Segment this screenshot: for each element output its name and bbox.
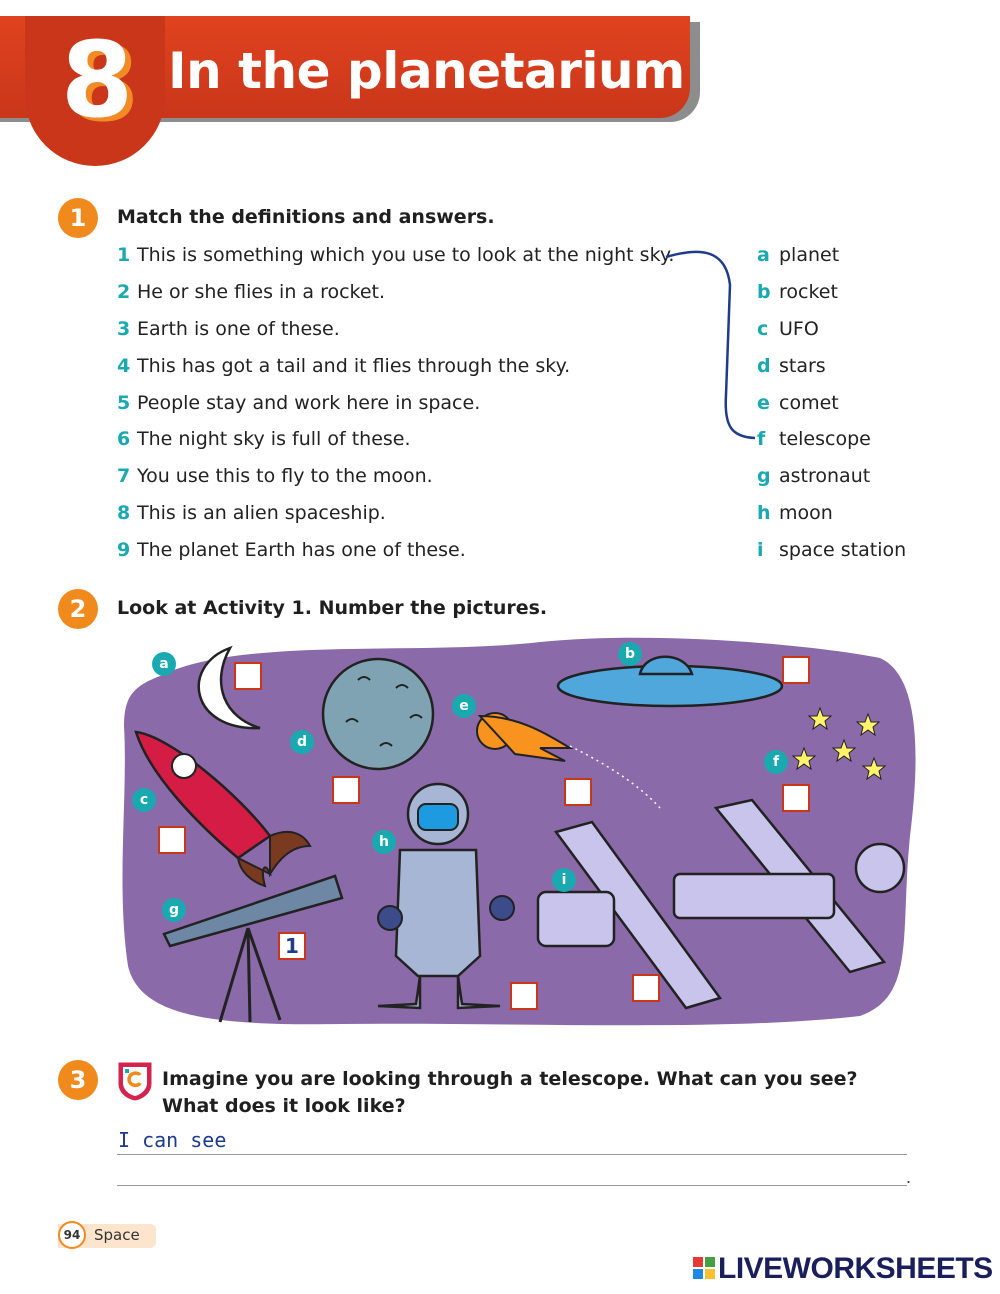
- planet-picture: [323, 659, 433, 769]
- definition-item: [117, 498, 386, 528]
- definition-text: You use this to fly to the moon.: [137, 465, 433, 487]
- definition-text: The planet Earth has one of these.: [137, 539, 466, 561]
- match-line: [660, 245, 760, 450]
- answer-box[interactable]: [510, 982, 538, 1010]
- answer-letter: h: [757, 502, 771, 524]
- answer-box[interactable]: [782, 656, 810, 684]
- activity-3-instruction-line1: Imagine you are looking through a telescope. What can you see?: [162, 1068, 858, 1090]
- definition-number: 7: [117, 465, 131, 487]
- definition-item: [117, 424, 411, 454]
- answer-text: planet: [779, 244, 840, 266]
- activity-3-badge: 3: [58, 1060, 98, 1100]
- definition-number: 5: [117, 392, 131, 414]
- liveworksheets-logo-icon: [693, 1257, 715, 1279]
- writing-prompt: I can see: [118, 1128, 227, 1152]
- answer-text: astronaut: [779, 465, 871, 487]
- answer-letter: g: [757, 465, 771, 487]
- creativity-icon: [116, 1060, 154, 1102]
- definition-number: 2: [117, 281, 131, 303]
- answer-box[interactable]: [632, 974, 660, 1002]
- definition-item: [117, 314, 340, 344]
- answer-letter: e: [757, 392, 770, 414]
- definition-item: [117, 277, 385, 307]
- picture-label: c: [132, 788, 156, 812]
- answer-item[interactable]: [757, 388, 839, 418]
- activity-1-instruction: Match the definitions and answers.: [117, 206, 495, 228]
- answer-letter: d: [757, 355, 771, 377]
- answer-text: comet: [779, 392, 839, 414]
- answer-text: moon: [779, 502, 833, 524]
- definition-number: 8: [117, 502, 131, 524]
- answer-letter: i: [757, 539, 764, 561]
- definition-text: He or she flies in a rocket.: [137, 281, 386, 303]
- definition-number: 4: [117, 355, 131, 377]
- answer-box[interactable]: [234, 662, 262, 690]
- writing-line[interactable]: [117, 1154, 907, 1155]
- definition-item: [117, 388, 480, 418]
- answer-letter: a: [757, 244, 770, 266]
- answer-box[interactable]: [564, 778, 592, 806]
- space-scene: [120, 636, 916, 1026]
- definition-item: [117, 461, 433, 491]
- definition-number: 1: [117, 244, 131, 266]
- page-number: 94: [58, 1221, 86, 1249]
- answer-item[interactable]: [757, 240, 839, 270]
- answer-item[interactable]: [757, 498, 833, 528]
- answer-box[interactable]: [782, 784, 810, 812]
- definition-text: The night sky is full of these.: [137, 428, 411, 450]
- answer-text: UFO: [779, 318, 819, 340]
- writing-line[interactable]: [117, 1185, 907, 1186]
- answer-box[interactable]: [158, 826, 186, 854]
- picture-label: a: [152, 652, 176, 676]
- answer-box[interactable]: 1: [278, 932, 306, 960]
- page-title: In the planetarium: [168, 42, 685, 100]
- definition-text: This has got a tail and it flies through the sky.: [137, 355, 571, 377]
- activity-2-badge: 2: [58, 589, 98, 629]
- definition-text: Earth is one of these.: [137, 318, 340, 340]
- answer-item[interactable]: [757, 535, 906, 565]
- definition-item: [117, 240, 674, 270]
- definition-number: 3: [117, 318, 131, 340]
- definition-text: People stay and work here in space.: [137, 392, 481, 414]
- picture-label: g: [162, 898, 186, 922]
- picture-label: i: [552, 868, 576, 892]
- line-end-period: .: [906, 1168, 912, 1187]
- answer-text: telescope: [779, 428, 871, 450]
- space-scene-illustration: [120, 636, 916, 1026]
- definition-item: [117, 351, 570, 381]
- answer-letter: c: [757, 318, 769, 340]
- answer-text: space station: [779, 539, 907, 561]
- brand-name: LIVEWORKSHEETS: [718, 1252, 993, 1285]
- activity-2-instruction: Look at Activity 1. Number the pictures.: [117, 597, 548, 619]
- answer-letter: b: [757, 281, 771, 303]
- answer-item[interactable]: [757, 314, 819, 344]
- definition-number: 9: [117, 539, 131, 561]
- answer-item[interactable]: [757, 424, 871, 454]
- picture-label: d: [290, 730, 314, 754]
- definition-text: This is something which you use to look at the night sky.: [137, 244, 675, 266]
- answer-item[interactable]: [757, 277, 838, 307]
- picture-label: f: [764, 750, 788, 774]
- answer-box[interactable]: [332, 776, 360, 804]
- answer-item[interactable]: [757, 461, 870, 491]
- definition-item: [117, 535, 466, 565]
- activity-1-badge: 1: [58, 198, 98, 238]
- section-name: Space: [94, 1226, 140, 1244]
- activity-3-instruction-line2: What does it look like?: [162, 1095, 406, 1117]
- answer-text: rocket: [779, 281, 838, 303]
- picture-label: h: [372, 830, 396, 854]
- definition-number: 6: [117, 428, 131, 450]
- unit-number: 8: [60, 19, 134, 141]
- answer-item[interactable]: [757, 351, 826, 381]
- picture-label: b: [618, 642, 642, 666]
- picture-label: e: [452, 694, 476, 718]
- answer-text: stars: [779, 355, 826, 377]
- answer-letter: f: [757, 428, 766, 450]
- definition-text: This is an alien spaceship.: [137, 502, 386, 524]
